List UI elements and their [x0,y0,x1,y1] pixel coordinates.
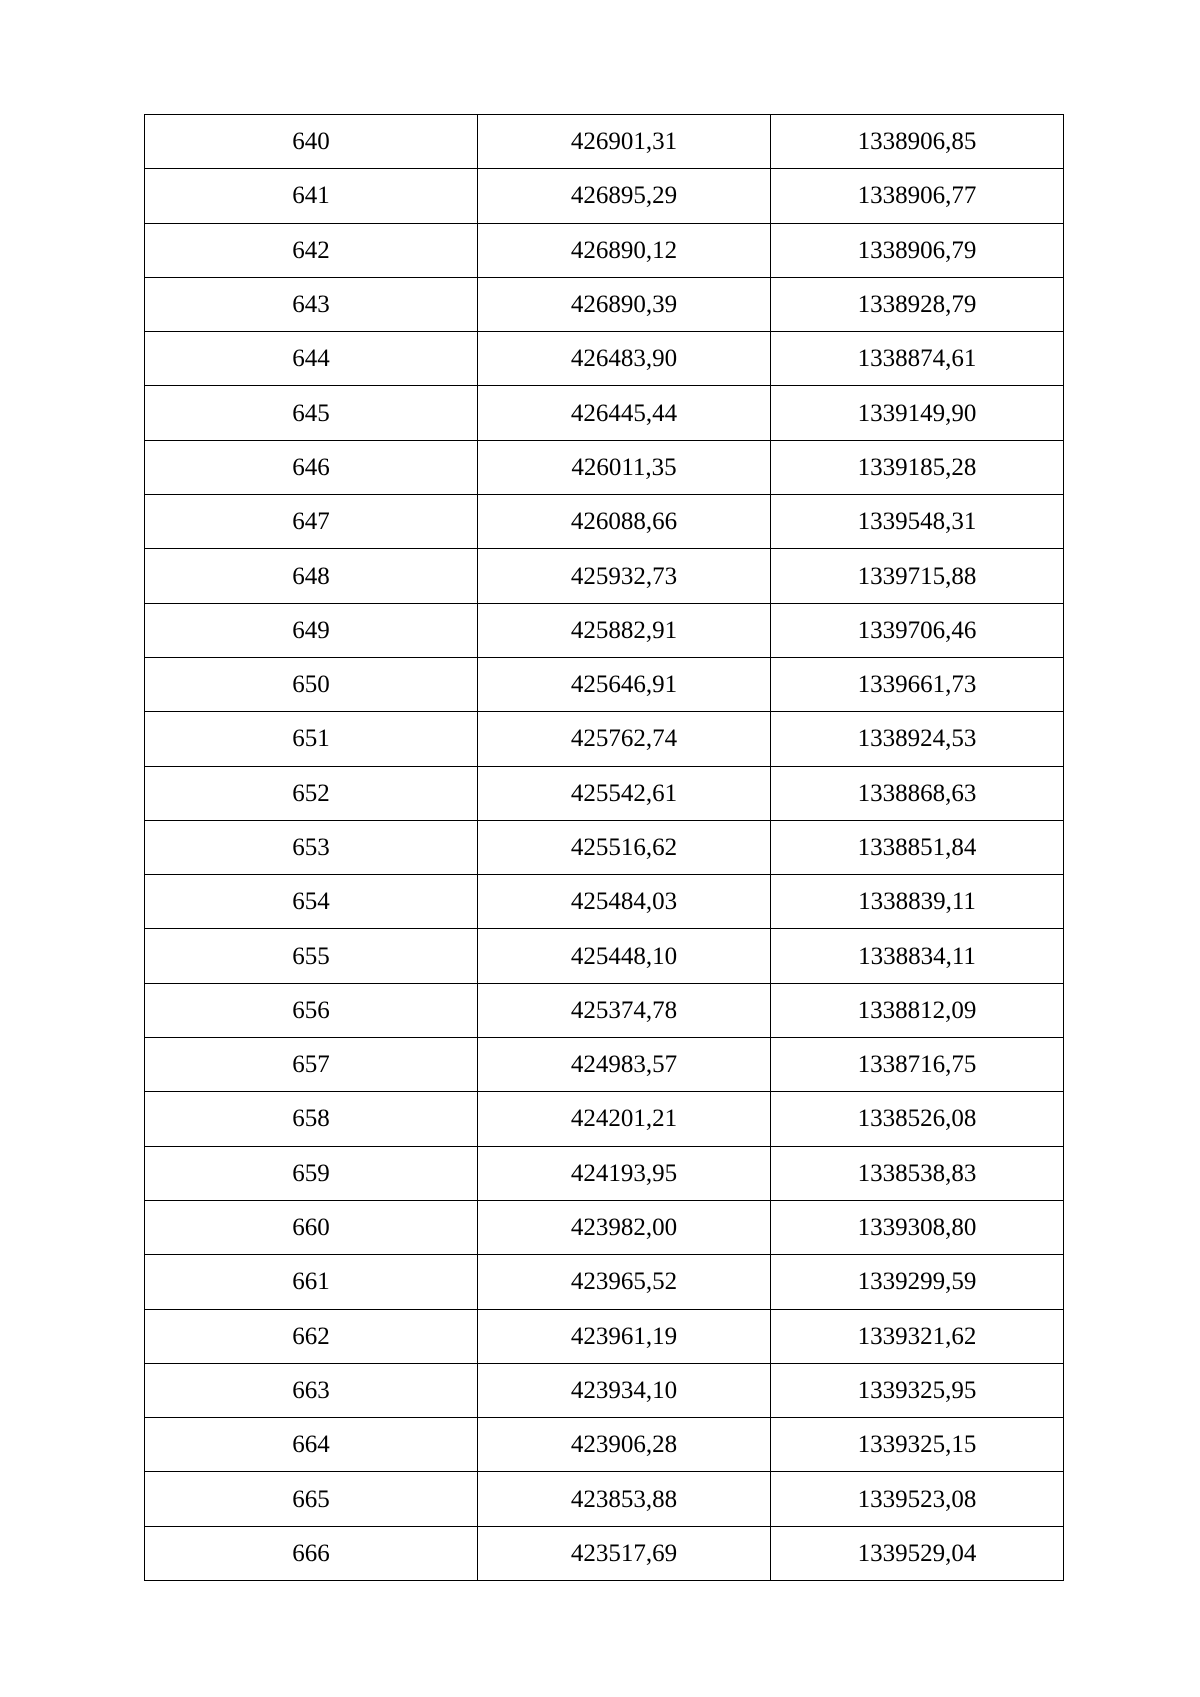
point-number-cell: 664 [145,1418,478,1472]
x-coordinate-cell: 425542,61 [478,766,771,820]
table-row [145,115,1064,169]
table-row [145,495,1064,549]
y-coordinate-cell: 1338716,75 [771,1038,1064,1092]
point-number-cell: 653 [145,820,478,874]
y-coordinate-cell: 1338906,77 [771,169,1064,223]
x-coordinate-cell: 425484,03 [478,875,771,929]
table-row [145,1255,1064,1309]
x-coordinate-cell: 423982,00 [478,1200,771,1254]
table-row [145,712,1064,766]
table-row [145,1038,1064,1092]
x-coordinate-cell: 425646,91 [478,657,771,711]
y-coordinate-cell: 1338928,79 [771,277,1064,331]
point-number-cell: 665 [145,1472,478,1526]
point-number-cell: 649 [145,603,478,657]
point-number-cell: 661 [145,1255,478,1309]
point-number-cell: 663 [145,1363,478,1417]
table-row [145,223,1064,277]
table-row [145,1146,1064,1200]
table-row [145,1363,1064,1417]
table-row [145,929,1064,983]
x-coordinate-cell: 425882,91 [478,603,771,657]
y-coordinate-cell: 1338906,79 [771,223,1064,277]
x-coordinate-cell: 426901,31 [478,115,771,169]
y-coordinate-cell: 1339523,08 [771,1472,1064,1526]
y-coordinate-cell: 1338839,11 [771,875,1064,929]
coordinates-table [144,114,1064,1581]
point-number-cell: 655 [145,929,478,983]
y-coordinate-cell: 1339661,73 [771,657,1064,711]
x-coordinate-cell: 425762,74 [478,712,771,766]
x-coordinate-cell: 423517,69 [478,1526,771,1580]
x-coordinate-cell: 426890,39 [478,277,771,331]
point-number-cell: 651 [145,712,478,766]
x-coordinate-cell: 425374,78 [478,983,771,1037]
y-coordinate-cell: 1338526,08 [771,1092,1064,1146]
x-coordinate-cell: 426088,66 [478,495,771,549]
point-number-cell: 648 [145,549,478,603]
y-coordinate-cell: 1339529,04 [771,1526,1064,1580]
x-coordinate-cell: 425516,62 [478,820,771,874]
x-coordinate-cell: 423961,19 [478,1309,771,1363]
point-number-cell: 666 [145,1526,478,1580]
x-coordinate-cell: 426890,12 [478,223,771,277]
x-coordinate-cell: 423965,52 [478,1255,771,1309]
point-number-cell: 646 [145,440,478,494]
x-coordinate-cell: 424201,21 [478,1092,771,1146]
x-coordinate-cell: 423906,28 [478,1418,771,1472]
x-coordinate-cell: 423853,88 [478,1472,771,1526]
y-coordinate-cell: 1338851,84 [771,820,1064,874]
y-coordinate-cell: 1339325,95 [771,1363,1064,1417]
x-coordinate-cell: 426483,90 [478,332,771,386]
y-coordinate-cell: 1338924,53 [771,712,1064,766]
table-row [145,277,1064,331]
point-number-cell: 654 [145,875,478,929]
table-row [145,766,1064,820]
point-number-cell: 643 [145,277,478,331]
y-coordinate-cell: 1339149,90 [771,386,1064,440]
x-coordinate-cell: 426895,29 [478,169,771,223]
y-coordinate-cell: 1339548,31 [771,495,1064,549]
table-row [145,1092,1064,1146]
table-row [145,332,1064,386]
table-row [145,1472,1064,1526]
x-coordinate-cell: 425932,73 [478,549,771,603]
point-number-cell: 640 [145,115,478,169]
y-coordinate-cell: 1338906,85 [771,115,1064,169]
table-row [145,440,1064,494]
point-number-cell: 659 [145,1146,478,1200]
point-number-cell: 656 [145,983,478,1037]
table-row [145,1418,1064,1472]
y-coordinate-cell: 1338538,83 [771,1146,1064,1200]
table-row [145,603,1064,657]
y-coordinate-cell: 1339299,59 [771,1255,1064,1309]
table-row [145,1200,1064,1254]
y-coordinate-cell: 1339325,15 [771,1418,1064,1472]
y-coordinate-cell: 1339308,80 [771,1200,1064,1254]
coordinates-table-body [145,115,1064,1581]
y-coordinate-cell: 1339715,88 [771,549,1064,603]
x-coordinate-cell: 424983,57 [478,1038,771,1092]
table-row [145,875,1064,929]
point-number-cell: 662 [145,1309,478,1363]
point-number-cell: 644 [145,332,478,386]
x-coordinate-cell: 424193,95 [478,1146,771,1200]
y-coordinate-cell: 1339321,62 [771,1309,1064,1363]
y-coordinate-cell: 1339706,46 [771,603,1064,657]
table-row [145,1309,1064,1363]
table-row [145,657,1064,711]
y-coordinate-cell: 1338868,63 [771,766,1064,820]
table-row [145,1526,1064,1580]
point-number-cell: 642 [145,223,478,277]
point-number-cell: 645 [145,386,478,440]
table-row [145,983,1064,1037]
x-coordinate-cell: 423934,10 [478,1363,771,1417]
table-row [145,169,1064,223]
x-coordinate-cell: 425448,10 [478,929,771,983]
point-number-cell: 657 [145,1038,478,1092]
point-number-cell: 641 [145,169,478,223]
point-number-cell: 658 [145,1092,478,1146]
table-row [145,386,1064,440]
point-number-cell: 647 [145,495,478,549]
y-coordinate-cell: 1339185,28 [771,440,1064,494]
table-row [145,549,1064,603]
y-coordinate-cell: 1338812,09 [771,983,1064,1037]
point-number-cell: 652 [145,766,478,820]
point-number-cell: 650 [145,657,478,711]
y-coordinate-cell: 1338874,61 [771,332,1064,386]
point-number-cell: 660 [145,1200,478,1254]
y-coordinate-cell: 1338834,11 [771,929,1064,983]
table-row [145,820,1064,874]
x-coordinate-cell: 426445,44 [478,386,771,440]
x-coordinate-cell: 426011,35 [478,440,771,494]
